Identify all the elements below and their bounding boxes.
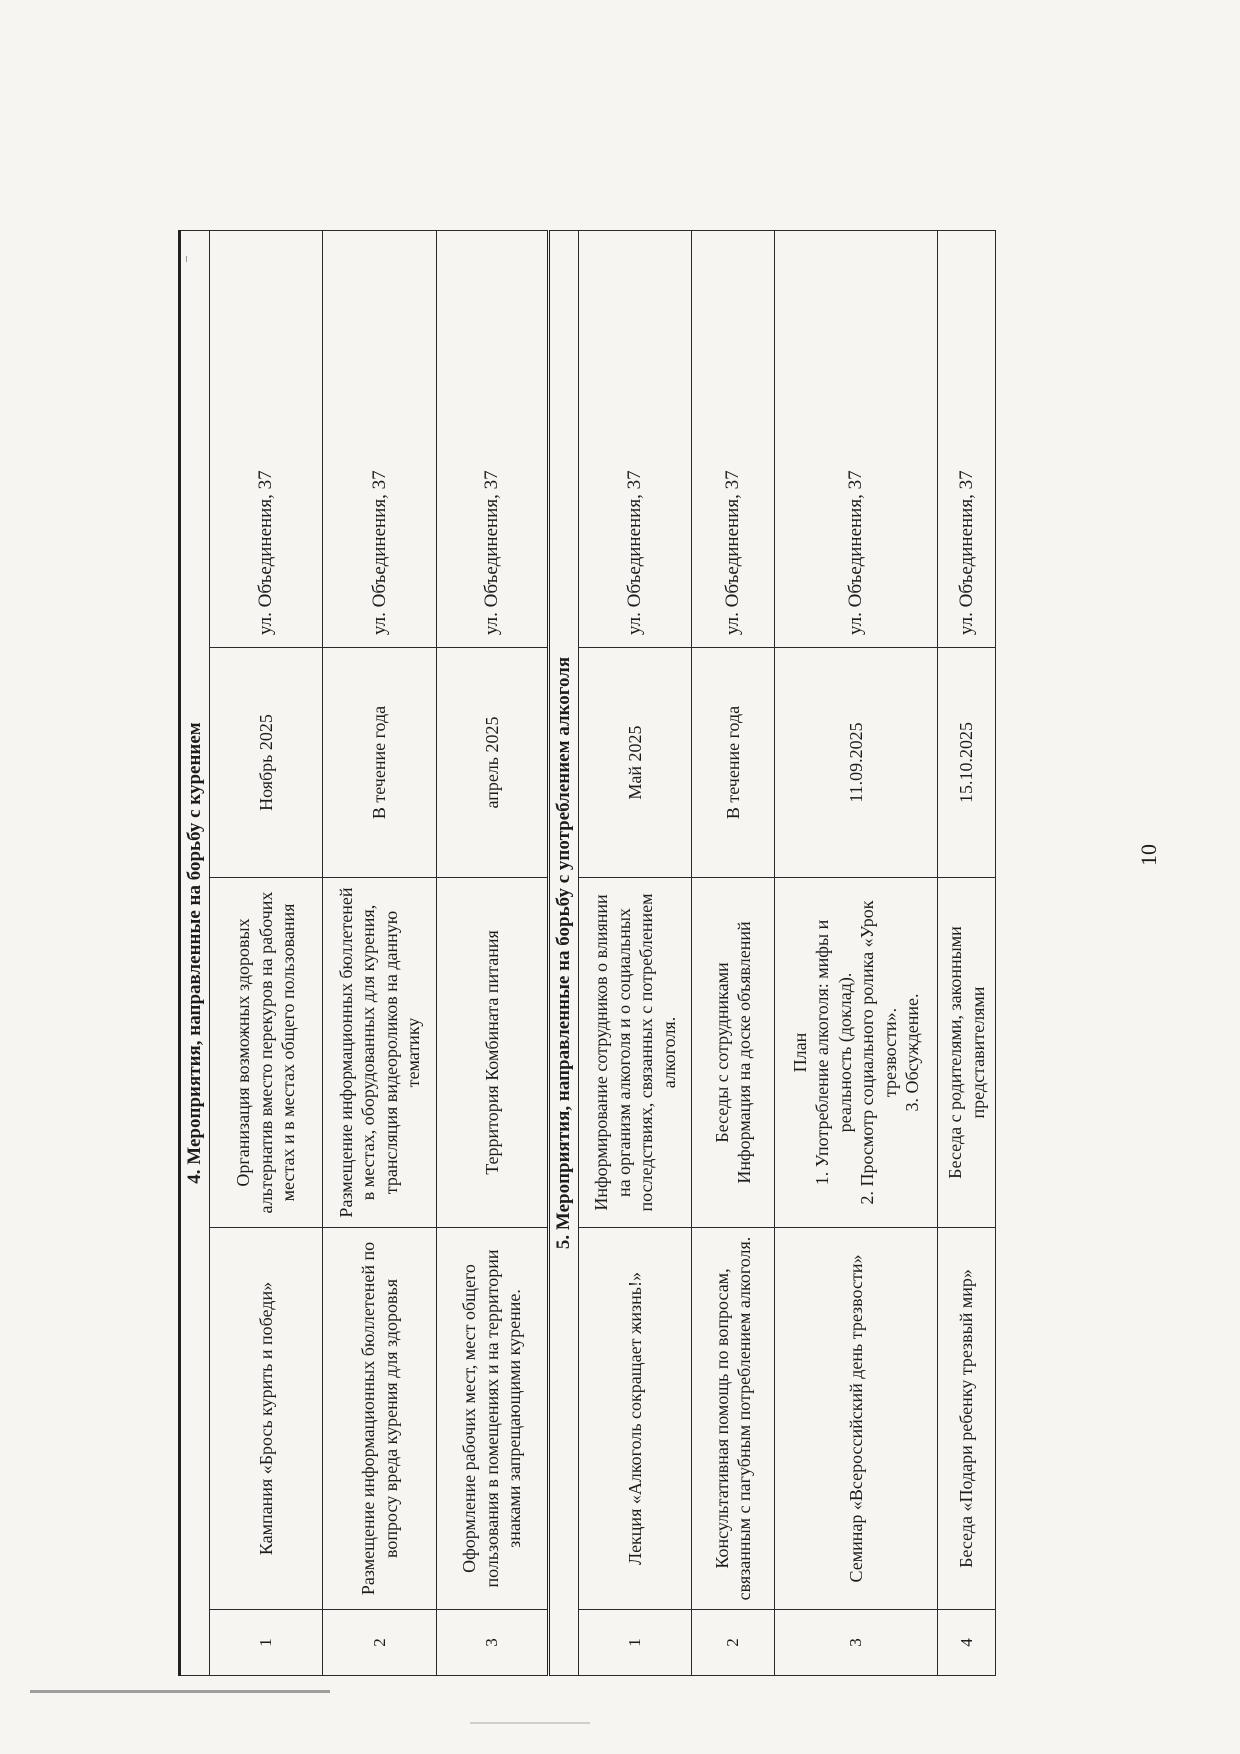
- page-number: 10: [1136, 844, 1161, 866]
- events-table: [178, 230, 996, 1676]
- plan-item: 1. Употребление алкоголя: мифы и реальность (доклад).: [812, 919, 855, 1186]
- event-name: Семинар «Всероссийский день трезвости»: [775, 1228, 938, 1610]
- event-date: 15.10.2025: [938, 648, 996, 878]
- event-description: Размещение информационных бюллетеней в местах, оборудованных для курения, трансляция видеороликов на данную тематику: [323, 878, 437, 1228]
- scan-edge-line: [470, 1722, 590, 1724]
- event-description: Информирование сотрудников о влиянии на организм алкоголя и о социальных последствиях, связанных с потреблением алкоголя.: [579, 878, 692, 1228]
- section-title: 4. Мероприятия, направленные на борьбу с курением: [180, 230, 210, 1675]
- event-date: Ноябрь 2025: [210, 648, 323, 878]
- section-title: 5. Мероприятия, направленные на борьбу с употреблением алкоголя: [549, 230, 579, 1675]
- table-row: [579, 230, 692, 1675]
- event-description: [775, 878, 938, 1228]
- row-number: 2: [692, 1610, 775, 1676]
- row-number: 4: [938, 1610, 996, 1676]
- event-description: Организация возможных здоровых альтернатив вместо перекуров на рабочих местах и в местах общего пользования: [210, 878, 323, 1228]
- table-row: [210, 230, 323, 1675]
- table-row: [775, 230, 938, 1675]
- table-row: [323, 230, 437, 1675]
- plan-item: 2. Просмотр социального ролика «Урок трезвости».: [857, 900, 900, 1205]
- row-number: 3: [775, 1610, 938, 1676]
- event-location: ул. Объединения, 37: [437, 230, 549, 647]
- event-date: 11.09.2025: [775, 648, 938, 878]
- event-name: Лекция «Алкоголь сокращает жизнь!»: [579, 1228, 692, 1610]
- scan-edge-line: [30, 1690, 330, 1693]
- description-line: Информация на доске объявлений: [734, 921, 754, 1184]
- section-header-row: [180, 230, 210, 1675]
- row-number: 1: [210, 1610, 323, 1676]
- event-description: [692, 878, 775, 1228]
- event-location: ул. Объединения, 37: [938, 230, 996, 647]
- event-location: ул. Объединения, 37: [210, 230, 323, 647]
- row-number: 3: [437, 1610, 549, 1676]
- plan-item: 3. Обсуждение.: [902, 993, 922, 1112]
- row-number: 2: [323, 1610, 437, 1676]
- description-line: Беседы с сотрудниками: [711, 962, 732, 1143]
- event-name: Оформление рабочих мест, мест общего пользования в помещениях и на территории знаками запрещающими курение.: [437, 1228, 549, 1610]
- event-location: ул. Объединения, 37: [323, 230, 437, 647]
- event-name: Размещение информационных бюллетеней по вопросу вреда курения для здоровья: [323, 1228, 437, 1610]
- event-date: В течение года: [323, 648, 437, 878]
- event-description: Территория Комбината питания: [437, 878, 549, 1228]
- plan-heading: План: [789, 1032, 810, 1073]
- section-header-row: [549, 230, 579, 1675]
- table-row: [938, 230, 996, 1675]
- event-location: ул. Объединения, 37: [775, 230, 938, 647]
- event-description: Беседа с родителями, законными представителями: [938, 878, 996, 1228]
- event-name: Беседа «Подари ребенку трезвый мир»: [938, 1228, 996, 1610]
- event-date: В течение года: [692, 648, 775, 878]
- rotated-table-frame: [178, 231, 998, 1676]
- table-row: [437, 230, 549, 1675]
- event-name: Консультативная помощь по вопросам, связанным с пагубным потреблением алкоголя.: [692, 1228, 775, 1610]
- event-location: ул. Объединения, 37: [579, 230, 692, 647]
- event-date: Май 2025: [579, 648, 692, 878]
- row-number: 1: [579, 1610, 692, 1676]
- event-location: ул. Объединения, 37: [692, 230, 775, 647]
- event-date: апрель 2025: [437, 648, 549, 878]
- event-name: Кампания «Брось курить и победи»: [210, 1228, 323, 1610]
- table-row: [692, 230, 775, 1675]
